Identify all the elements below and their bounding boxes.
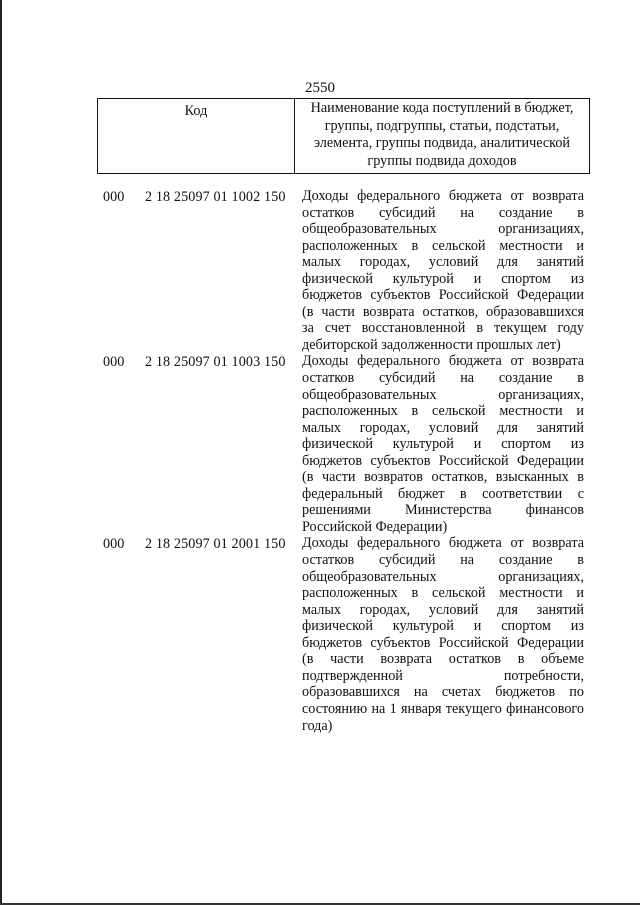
description-line: Доходы федерального бюджета от возврата xyxy=(302,188,584,204)
page-number: 2550 xyxy=(305,80,335,96)
revenue-description xyxy=(302,535,584,734)
description-line: расположенных в сельской местности и xyxy=(302,585,584,602)
description-line: физической культурой и спортом из xyxy=(302,270,584,287)
table-header xyxy=(97,98,590,174)
header-name-line: группы подвида доходов xyxy=(367,152,517,169)
description-line: образовавшихся на счетах бюджетов по xyxy=(302,684,584,701)
description-line: Российской Федерации) xyxy=(302,518,448,535)
description-line: остатков субсидий на создание в xyxy=(302,552,584,569)
description-line: физической культурой и спортом из xyxy=(302,618,584,635)
description-line: (в части возврата остатков в объеме xyxy=(302,651,584,668)
description-line: дебиторской задолженности прошлых лет) xyxy=(302,336,561,353)
admin-code: 000 xyxy=(103,189,125,205)
revenue-code: 2 18 25097 01 1002 150 xyxy=(145,189,286,205)
description-line: решениями Министерства финансов xyxy=(302,502,584,519)
entries-list xyxy=(0,188,640,734)
description-line: Доходы федерального бюджета от возврата xyxy=(302,535,584,552)
header-name-line: Наименование кода поступлений в бюджет, xyxy=(310,100,574,116)
description-line: малых городах, условий для занятий xyxy=(302,601,584,618)
table-row xyxy=(0,353,640,535)
header-code-cell: Код xyxy=(98,99,295,173)
description-line: бюджетов субъектов Российской Федерации xyxy=(302,287,584,304)
admin-code: 000 xyxy=(103,354,125,371)
description-line: малых городах, условий для занятий xyxy=(302,254,584,271)
description-line: остатков субсидий на создание в xyxy=(302,204,584,221)
header-name-line: элемента, группы подвида, аналитической xyxy=(313,135,571,151)
description-line: федеральный бюджет в соответствии с xyxy=(302,485,584,502)
description-line: года) xyxy=(302,717,333,734)
description-line: остатков субсидий на создание в xyxy=(302,370,584,387)
description-line: расположенных в сельской местности и xyxy=(302,403,584,420)
description-line: общеобразовательных организациях, xyxy=(302,568,584,585)
description-line: общеобразовательных организациях, xyxy=(302,386,584,403)
header-name-line: группы, подгруппы, статьи, подстатьи, xyxy=(324,117,560,134)
description-line: Доходы федерального бюджета от возврата xyxy=(302,353,584,370)
revenue-code: 2 18 25097 01 1003 150 xyxy=(145,354,286,371)
revenue-description xyxy=(302,188,584,353)
description-line: подтвержденной потребности, xyxy=(302,667,584,684)
header-name-cell xyxy=(295,99,589,173)
description-line: (в части возвратов остатков, взысканных в xyxy=(302,469,584,486)
revenue-code: 2 18 25097 01 2001 150 xyxy=(145,536,286,553)
description-line: за счет восстановленной в текущем году xyxy=(302,320,584,337)
description-line: расположенных в сельской местности и xyxy=(302,237,584,254)
description-line: физической культурой и спортом из xyxy=(302,436,584,453)
description-line: малых городах, условий для занятий xyxy=(302,419,584,436)
description-line: бюджетов субъектов Российской Федерации xyxy=(302,634,584,651)
table-row xyxy=(0,188,640,353)
table-row xyxy=(0,535,640,734)
revenue-description xyxy=(302,353,584,535)
description-line: общеобразовательных организациях, xyxy=(302,221,584,238)
admin-code: 000 xyxy=(103,536,125,553)
description-line: состоянию на 1 января текущего финансового xyxy=(302,700,584,717)
description-line: (в части возврата остатков, образовавшихся xyxy=(302,303,584,320)
description-line: бюджетов субъектов Российской Федерации xyxy=(302,452,584,469)
